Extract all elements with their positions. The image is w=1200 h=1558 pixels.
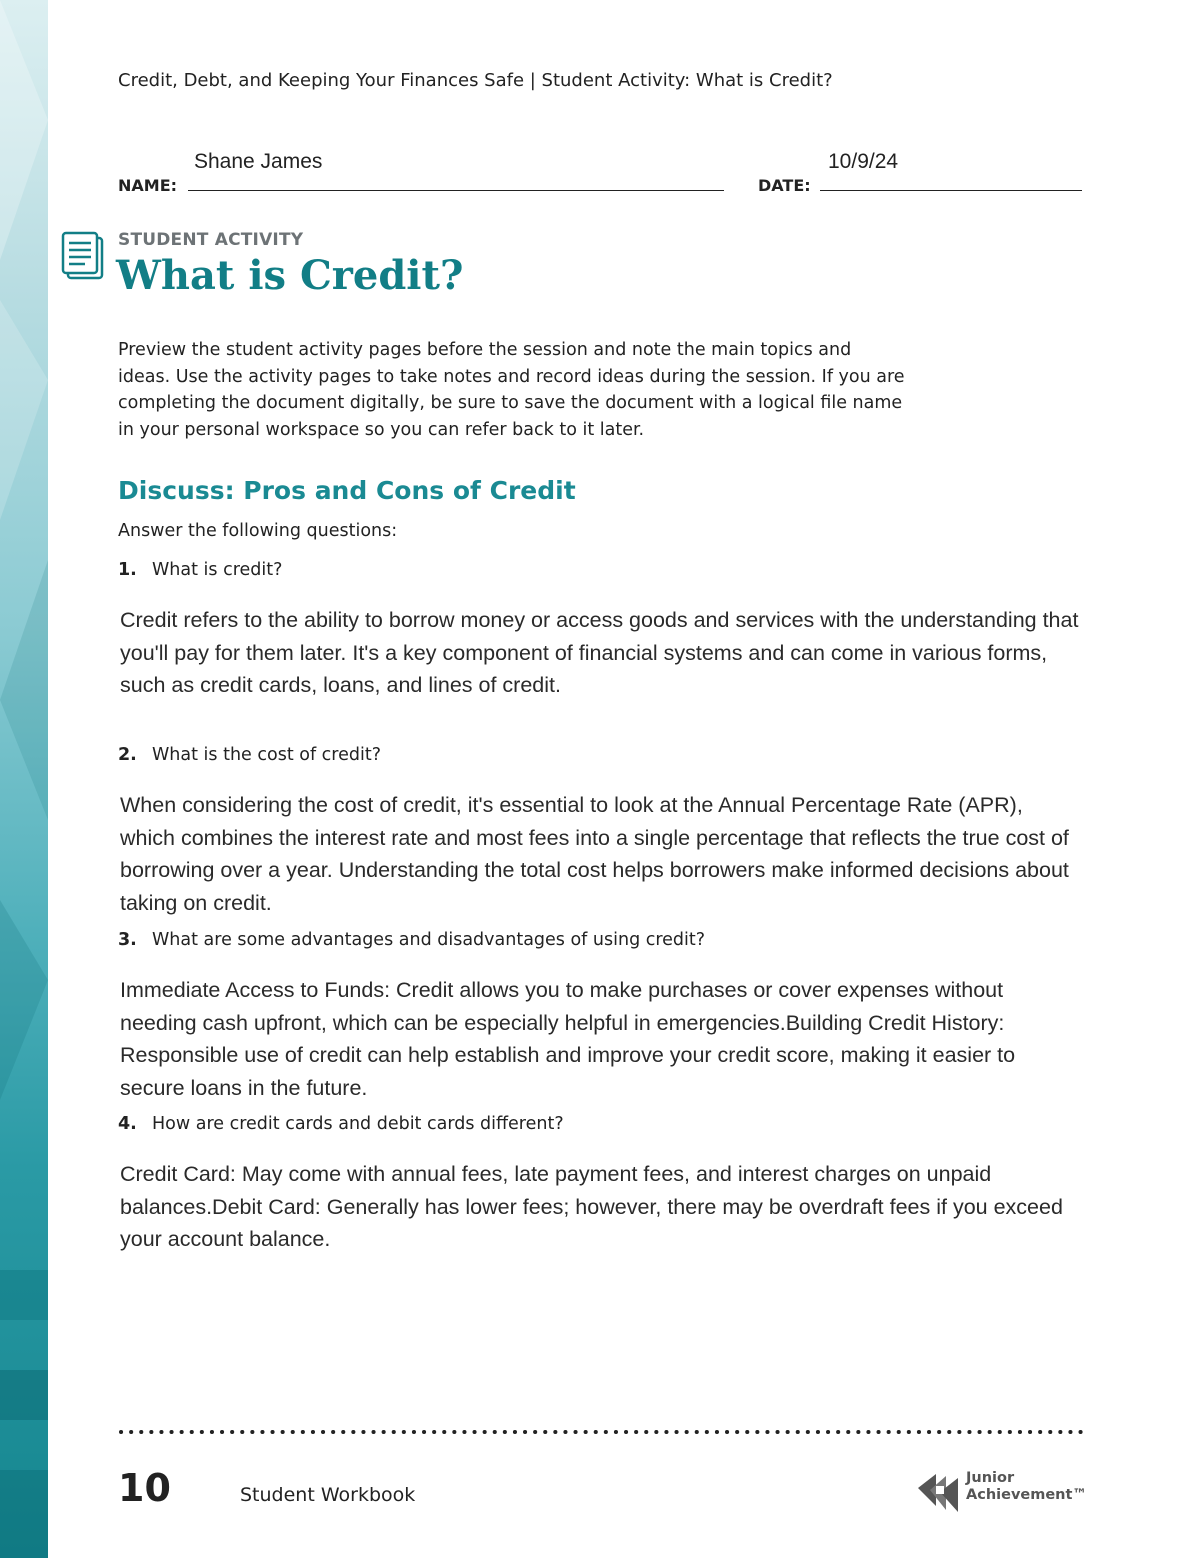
answer-1-field[interactable]: Credit refers to the ability to borrow money or access goods and services with the understanding that you'll pay for them later. It's a key component of financial systems and can come in various forms, such as credit cards, loans, and lines of credit.: [120, 608, 1079, 697]
document-stack-icon: [60, 230, 106, 280]
logo-wordmark: [966, 1470, 1087, 1504]
question-3: [118, 930, 705, 950]
answer-3-field[interactable]: Immediate Access to Funds: Credit allows you to make purchases or cover expenses without needing cash upfront, which can be especially helpful in emergencies.Building Credit History: Responsible use of credit can help establish and improve your credit score, making it easier to secure loans in the future.: [120, 978, 1016, 1100]
question-text: What are some advantages and disadvantages of using credit?: [152, 930, 706, 950]
answer-2-field[interactable]: When considering the cost of credit, it's essential to look at the Annual Percentage Rate (APR), which combines the interest rate and most fees into a single percentage that reflects the true cost of borrowing over a year. Understanding the total cost helps borrowers make informed decisions about taking on credit.: [120, 793, 1069, 915]
question-text: What is the cost of credit?: [152, 745, 381, 765]
decorative-side-band: [0, 0, 48, 1558]
logo-line-1: Junior: [966, 1470, 1015, 1486]
question-number: 3.: [118, 930, 137, 950]
question-1: [118, 560, 282, 580]
logo-line-2: Achievement™: [966, 1487, 1087, 1503]
questions-prompt: Answer the following questions:: [118, 521, 398, 541]
date-underline: [820, 190, 1082, 191]
name-underline: [188, 190, 724, 191]
date-field[interactable]: 10/9/24: [828, 150, 899, 173]
question-4: [118, 1114, 564, 1134]
answer-4-field[interactable]: Credit Card: May come with annual fees, late payment fees, and interest charges on unpaid balances.Debit Card: Generally has lower fees; however, there may be overdraft fees if you exceed your account balance.: [120, 1162, 1063, 1251]
question-2: [118, 745, 381, 765]
dotted-divider: [118, 1428, 1084, 1436]
document-header: Credit, Debt, and Keeping Your Finances Safe | Student Activity: What is Credit?: [118, 70, 833, 91]
question-number: 2.: [118, 745, 137, 765]
question-text: How are credit cards and debit cards different?: [152, 1114, 564, 1134]
section-kicker: STUDENT ACTIVITY: [118, 230, 304, 250]
question-number: 4.: [118, 1114, 137, 1134]
intro-paragraph: Preview the student activity pages before the session and note the main topics and ideas. Use the activity pages to take notes and record ideas during the session. If you are completing the document digitally, be sure to save the document with a logical file name in your personal workspace so you can refer back to it later.: [118, 340, 905, 440]
question-text: What is credit?: [152, 560, 283, 580]
name-field[interactable]: Shane James: [194, 150, 323, 173]
discuss-heading: Discuss: Pros and Cons of Credit: [118, 476, 576, 505]
page-number: 10: [118, 1466, 171, 1510]
question-number: 1.: [118, 560, 137, 580]
name-label: NAME:: [118, 176, 178, 195]
page-title: What is Credit?: [116, 252, 464, 299]
footer-label: Student Workbook: [240, 1484, 416, 1506]
date-label: DATE:: [758, 176, 811, 195]
